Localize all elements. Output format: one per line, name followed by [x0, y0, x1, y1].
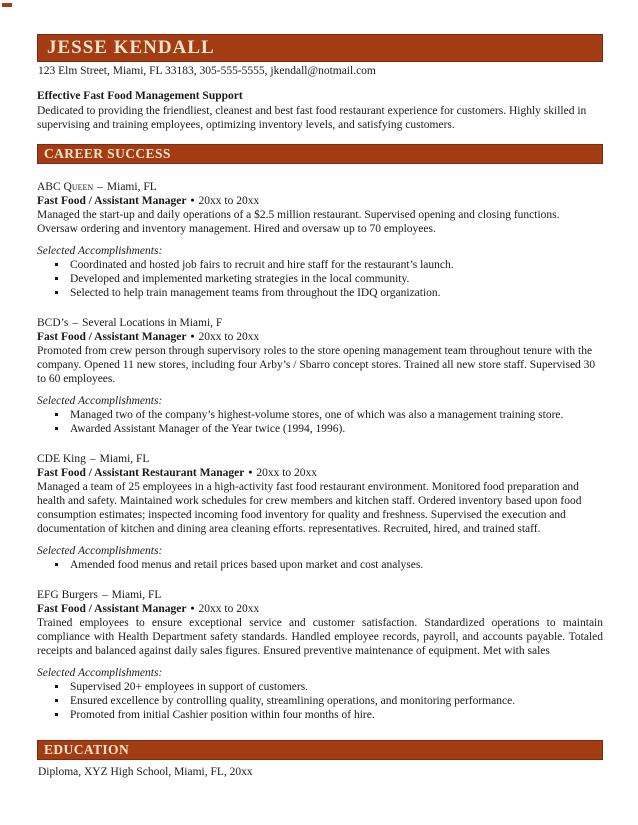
- name-header-bar: JESSE KENDALL: [37, 34, 603, 62]
- dash-separator: –: [101, 589, 108, 601]
- job-location: Miami, FL: [106, 181, 157, 193]
- accomplishment-item: ▪ Selected to help train management teams from throughout the IDQ organization.: [68, 286, 603, 300]
- job-company: CDE King: [37, 453, 86, 465]
- accomplishments-label: Selected Accomplishments:: [37, 245, 163, 257]
- job-title-line: [37, 330, 603, 344]
- job-description: Trained employees to ensure exceptional service and customer satisfaction. Standardized operations to maintain compliance with Health Department safety standards. Handled employee records, payroll, and accounts payable. Totaled receipts and balanced against daily sales figures. Ensured preventive maintenance of equipment. Met with sales: [37, 617, 603, 657]
- job-entry-abc-queen: [37, 180, 603, 300]
- job-location: Miami, FL: [111, 589, 162, 601]
- accomplishments-list: [37, 680, 603, 722]
- job-title-line: [37, 466, 603, 480]
- accomplishment-item: ▪ Developed and implemented marketing strategies in the local community.: [68, 272, 603, 286]
- accomplishment-item: ▪ Supervised 20+ employees in support of customers.: [68, 680, 603, 694]
- education-entry: Diploma, XYZ High School, Miami, FL, 20xx: [38, 766, 253, 778]
- corner-artifact-mark: [2, 3, 12, 7]
- job-company-line: [37, 588, 603, 602]
- job-description: Promoted from crew person through supervisory roles to the store opening management team throughout tenure with the company. Opened 11 new stores, including four Arby’s / Sbarro concept stores. Trained all new store staff. Supervised 30 to 60 employees.: [37, 345, 596, 385]
- section-header-education: EDUCATION: [37, 740, 603, 760]
- job-title: Fast Food / Assistant Manager: [37, 603, 187, 615]
- accomplishment-item: ▪ Coordinated and hosted job fairs to recruit and hire staff for the restaurant’s launch.: [68, 258, 603, 272]
- job-location: Miami, FL: [99, 453, 150, 465]
- headline: Effective Fast Food Management Support: [37, 90, 243, 102]
- job-entry-efg-burgers: [37, 588, 603, 722]
- job-company-line: [37, 316, 603, 330]
- job-title: Fast Food / Assistant Manager: [37, 195, 187, 207]
- job-company-line: [37, 180, 603, 194]
- job-title-line: [37, 194, 603, 208]
- accomplishments-list: [37, 558, 603, 572]
- accomplishments-label: Selected Accomplishments:: [37, 395, 163, 407]
- accomplishments-label: Selected Accomplishments:: [37, 667, 163, 679]
- job-company: BCD’s: [37, 317, 69, 329]
- accomplishments-list: [37, 408, 603, 436]
- job-title-line: [37, 602, 603, 616]
- bullet-separator: •: [190, 195, 195, 207]
- job-dates: 20xx to 20xx: [198, 603, 260, 615]
- bullet-separator: •: [190, 603, 195, 615]
- accomplishment-item: ▪ Managed two of the company’s highest-volume stores, one of which was also a management training store.: [68, 408, 603, 422]
- accomplishment-item: ▪ Promoted from initial Cashier position within four months of hire.: [68, 708, 603, 722]
- summary-paragraph: Dedicated to providing the friendliest, cleanest and best fast food restaurant experience for customers. Highly skilled in supervising and training employees, optimizing inventory levels, and satisfying customers.: [37, 105, 587, 131]
- contact-line: 123 Elm Street, Miami, FL 33183, 305-555-5555, jkendall@notmail.com: [38, 65, 376, 77]
- accomplishment-item: ▪ Awarded Assistant Manager of the Year twice (1994, 1996).: [68, 422, 603, 436]
- accomplishments-label: Selected Accomplishments:: [37, 545, 163, 557]
- job-title: Fast Food / Assistant Manager: [37, 331, 187, 343]
- accomplishment-item: ▪ Amended food menus and retail prices based upon market and cost analyses.: [68, 558, 603, 572]
- job-dates: 20xx to 20xx: [256, 467, 318, 479]
- job-title: Fast Food / Assistant Restaurant Manager: [37, 467, 245, 479]
- job-company-line: [37, 452, 603, 466]
- dash-separator: –: [89, 453, 96, 465]
- job-dates: 20xx to 20xx: [198, 331, 260, 343]
- job-entry-bcds: [37, 316, 603, 436]
- accomplishment-item: ▪ Ensured excellence by controlling quality, streamlining operations, and monitoring performance.: [68, 694, 603, 708]
- job-dates: 20xx to 20xx: [198, 195, 260, 207]
- job-company: EFG Burgers: [37, 589, 98, 601]
- accomplishments-list: [37, 258, 603, 300]
- bullet-separator: •: [248, 467, 253, 479]
- job-description: Managed a team of 25 employees in a high-activity fast food restaurant environment. Monitored food preparation and health and safety. Maintained work schedules for crew members and kitchen staff. Ordered inventory based upon food consumption estimates; inspected incoming food inventory for quality and freshness. Supervised the execution and documentation of kitchen and dining area cleaning efforts. representatives. Recruited, hired, and trained staff.: [37, 481, 582, 535]
- section-header-career-success: CAREER SUCCESS: [37, 144, 603, 164]
- job-location: Several Locations in Miami, F: [82, 317, 223, 329]
- dash-separator: –: [72, 317, 79, 329]
- job-description: Managed the start-up and daily operations of a $2.5 million restaurant. Supervised opening and closing functions. Oversaw ordering and inventory management. Hired and oversaw up to 70 employees.: [37, 209, 560, 235]
- job-company: ABC Queen: [37, 181, 94, 193]
- job-entry-cde-king: [37, 452, 603, 572]
- bullet-separator: •: [190, 331, 195, 343]
- dash-separator: –: [97, 181, 103, 193]
